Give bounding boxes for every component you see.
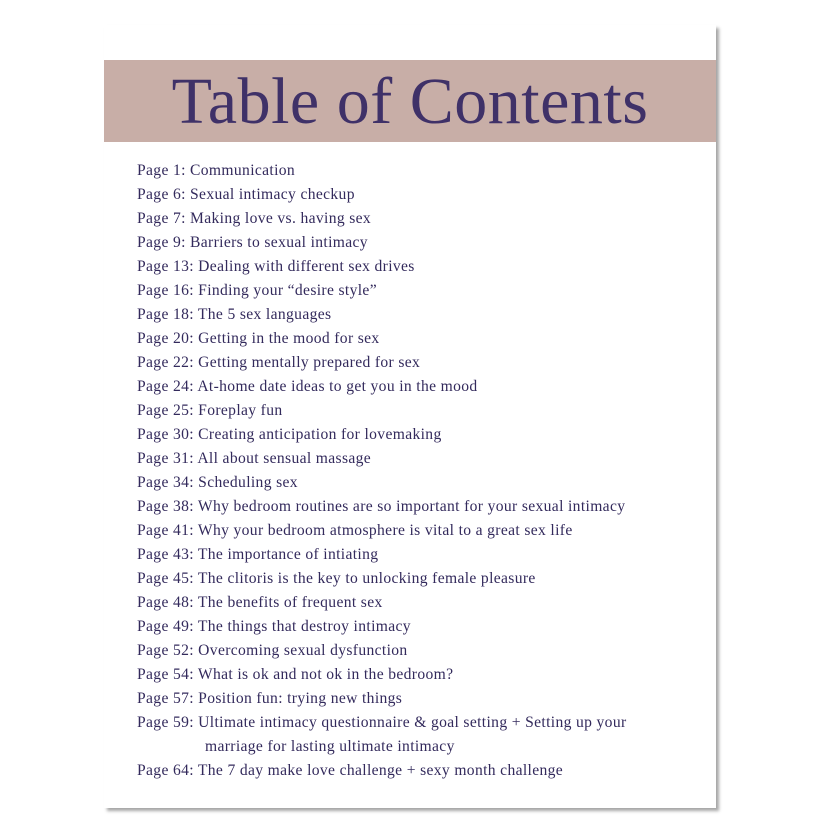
toc-entry-text: Page 20: Getting in the mood for sex	[137, 330, 380, 347]
toc-entry-page-25	[137, 399, 707, 423]
toc-entry-text: Page 7: Making love vs. having sex	[137, 210, 372, 227]
toc-entry-page-64	[137, 759, 707, 783]
toc-entry-text: Page 48: The benefits of frequent sex	[137, 594, 383, 611]
page-title: Table of Contents	[171, 65, 649, 138]
toc-entry-page-45	[137, 567, 707, 591]
toc-entry-page-52	[137, 639, 707, 663]
toc-entry-page-54	[137, 663, 707, 687]
toc-entry-page-13	[137, 255, 707, 279]
toc-entry-page-9	[137, 231, 707, 255]
toc-entry-page-31	[137, 447, 707, 471]
toc-entry-text: Page 59: Ultimate intimacy questionnaire & goal setting + Setting up your	[137, 714, 627, 731]
toc-entry-page-16	[137, 279, 707, 303]
document-page	[104, 25, 716, 808]
toc-entry-text: Page 25: Foreplay fun	[137, 402, 283, 419]
toc-entry-page-41	[137, 519, 707, 543]
toc-entry-text: Page 9: Barriers to sexual intimacy	[137, 234, 368, 251]
toc-entry-page-57	[137, 687, 707, 711]
toc-entry-text: Page 34: Scheduling sex	[137, 474, 298, 491]
toc-entry-text: Page 41: Why your bedroom atmosphere is vital to a great sex life	[137, 522, 573, 539]
toc-entry-text: Page 31: All about sensual massage	[137, 450, 372, 467]
toc-entry-page-18	[137, 303, 707, 327]
toc-entry-page-49	[137, 615, 707, 639]
toc-entry-page-30	[137, 423, 707, 447]
toc-entry-text: Page 43: The importance of intiating	[137, 546, 379, 563]
toc-entry-page-22	[137, 351, 707, 375]
toc-entry-page-43	[137, 543, 707, 567]
toc-entry-page-48	[137, 591, 707, 615]
toc-entry-text: Page 24: At-home date ideas to get you in the mood	[137, 378, 478, 395]
toc-entry-page-34	[137, 471, 707, 495]
toc-entry-text: Page 57: Position fun: trying new things	[137, 690, 403, 707]
toc-entry-text: Page 18: The 5 sex languages	[137, 306, 332, 323]
toc-entry-page-6	[137, 183, 707, 207]
toc-entry-text: Page 6: Sexual intimacy checkup	[137, 186, 355, 203]
toc-entry-continuation: marriage for lasting ultimate intimacy	[205, 738, 455, 755]
toc-entry-page-20	[137, 327, 707, 351]
toc-entry-text: Page 1: Communication	[137, 162, 296, 179]
toc-list	[137, 159, 707, 783]
toc-entry-text: Page 22: Getting mentally prepared for sex	[137, 354, 421, 371]
toc-entry-text: Page 30: Creating anticipation for lovemaking	[137, 426, 442, 443]
toc-entry-text: Page 16: Finding your “desire style”	[137, 282, 377, 299]
toc-entry-text: Page 38: Why bedroom routines are so important for your sexual intimacy	[137, 498, 626, 515]
toc-entry-text: Page 49: The things that destroy intimacy	[137, 618, 411, 635]
toc-entry-text: Page 52: Overcoming sexual dysfunction	[137, 642, 408, 659]
toc-entry-page-38	[137, 495, 707, 519]
toc-entry-page-7	[137, 207, 707, 231]
toc-entry-page-59	[137, 711, 707, 759]
toc-entry-text: Page 64: The 7 day make love challenge + sexy month challenge	[137, 762, 564, 779]
toc-entry-text: Page 13: Dealing with different sex drives	[137, 258, 415, 275]
toc-entry-text: Page 54: What is ok and not ok in the bedroom?	[137, 666, 454, 683]
toc-entry-page-24	[137, 375, 707, 399]
title-banner	[104, 60, 716, 142]
toc-entry-page-1	[137, 159, 707, 183]
toc-entry-text: Page 45: The clitoris is the key to unlocking female pleasure	[137, 570, 536, 587]
